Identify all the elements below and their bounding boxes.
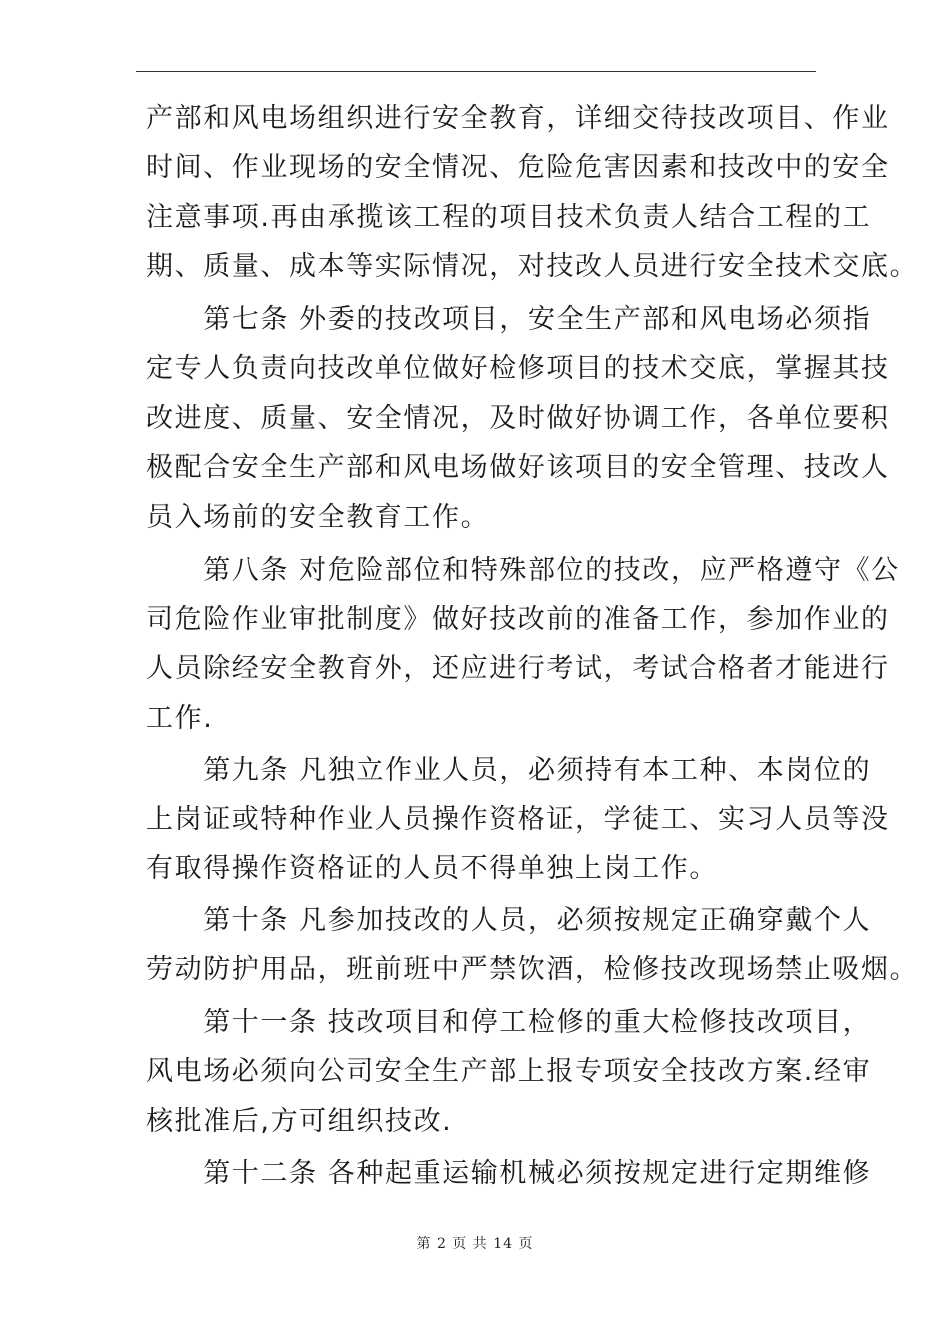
text-line: 极配合安全生产部和风电场做好该项目的安全管理、技改人 (146, 452, 890, 483)
text-line: 司危险作业审批制度》做好技改前的准备工作，参加作业的 (146, 604, 890, 635)
text-line: 核批准后,方可组织技改. (146, 1106, 453, 1137)
text-line: 时间、作业现场的安全情况、危险危害因素和技改中的安全 (146, 152, 890, 183)
text-line: 人员除经安全教育外，还应进行考试，考试合格者才能进行 (146, 653, 890, 684)
text-line: 员入场前的安全教育工作。 (146, 502, 490, 533)
text-line: 劳动防护用品，班前班中严禁饮酒，检修技改现场禁止吸烟。 (146, 954, 919, 985)
text-line: 有取得操作资格证的人员不得单独上岗工作。 (146, 853, 718, 884)
text-line: 第十一条 技改项目和停工检修的重大检修技改项目， (146, 1007, 872, 1038)
text-line: 第八条 对危险部位和特殊部位的技改，应严格遵守《公 (146, 555, 900, 586)
text-line: 改进度、质量、安全情况，及时做好协调工作，各单位要积 (146, 403, 890, 434)
page-number-footer: 第 2 页 共 14 页 (416, 1236, 534, 1252)
text-line: 第七条 外委的技改项目，安全生产部和风电场必须指 (146, 304, 872, 335)
text-line: 第十二条 各种起重运输机械必须按规定进行定期维修 (146, 1158, 872, 1189)
text-line: 工作. (146, 703, 214, 734)
text-line: 第十条 凡参加技改的人员，必须按规定正确穿戴个人 (146, 905, 872, 936)
text-line: 产部和风电场组织进行安全教育，详细交待技改项目、作业 (146, 103, 890, 134)
text-line: 风电场必须向公司安全生产部上报专项安全技改方案.经审 (146, 1056, 872, 1087)
header-rule (136, 71, 816, 72)
text-line: 上岗证或特种作业人员操作资格证，学徒工、实习人员等没 (146, 804, 890, 835)
text-line: 注意事项.再由承揽该工程的项目技术负责人结合工程的工 (146, 202, 872, 233)
text-line: 定专人负责向技改单位做好检修项目的技术交底，掌握其技 (146, 353, 890, 384)
text-line: 期、质量、成本等实际情况，对技改人员进行安全技术交底。 (146, 251, 919, 282)
text-line: 第九条 凡独立作业人员，必须持有本工种、本岗位的 (146, 755, 872, 786)
